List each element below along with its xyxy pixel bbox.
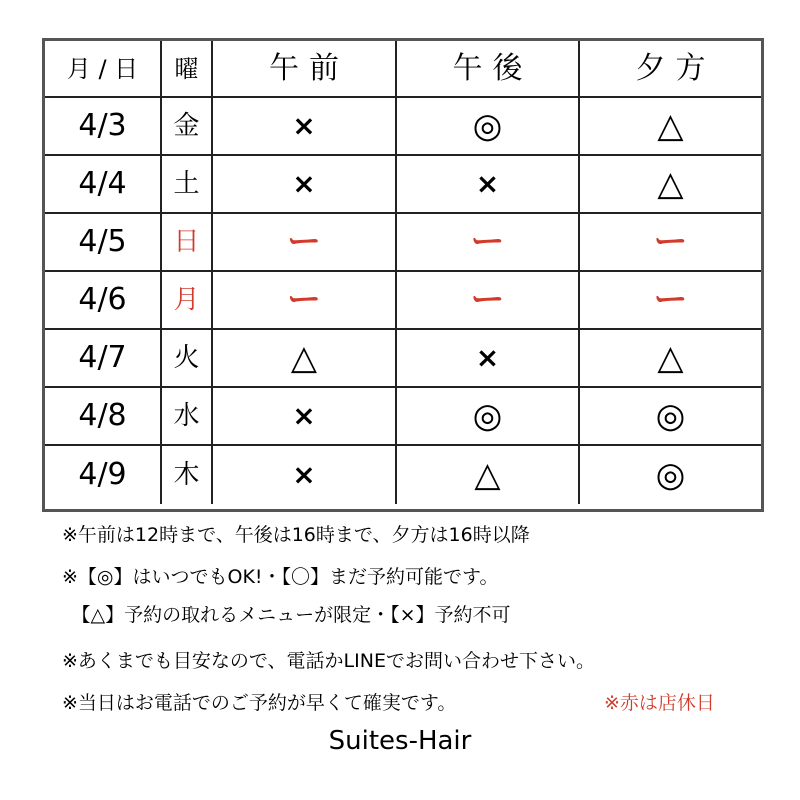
triangle-mark: △ bbox=[580, 98, 761, 156]
double-circle-mark: ◎ bbox=[655, 455, 686, 495]
dash-mark: ー bbox=[397, 214, 580, 272]
header-date: 月 / 日 bbox=[45, 41, 162, 98]
date-cell: 4/6 bbox=[45, 272, 162, 330]
triangle-mark: △ bbox=[397, 446, 580, 504]
schedule-table bbox=[42, 38, 764, 512]
header-weekday: 曜 bbox=[162, 41, 213, 98]
weekday-cell: 水 bbox=[162, 388, 213, 446]
note-contact: ※あくまでも目安なので、電話かLINEでお問い合わせ下さい。 bbox=[62, 650, 595, 672]
cross-mark: × bbox=[213, 388, 397, 446]
note-legend-2: 【△】予約の取れるメニューが限定・【×】予約不可 bbox=[62, 604, 511, 626]
triangle-mark: △ bbox=[580, 330, 761, 388]
dash-mark: ー bbox=[213, 214, 397, 272]
note-same-day: ※当日はお電話でのご予約が早くて確実です。 bbox=[62, 692, 457, 714]
triangle-mark: △ bbox=[213, 330, 397, 388]
double-circle-mark: ◎ bbox=[397, 98, 580, 156]
header-evening: 夕方 bbox=[580, 41, 761, 98]
note-hours: ※午前は12時まで、午後は16時まで、夕方は16時以降 bbox=[62, 524, 530, 546]
date-cell: 4/3 bbox=[45, 98, 162, 156]
cross-mark: × bbox=[397, 330, 580, 388]
cross-mark: × bbox=[213, 98, 397, 156]
closed-day-note: ※赤は店休日 bbox=[604, 692, 715, 714]
double-circle-mark: ◎ bbox=[397, 388, 580, 446]
weekday-cell: 日 bbox=[162, 214, 213, 272]
note-legend-1: ※【◎】はいつでもOK!・【〇】まだ予約可能です。 bbox=[62, 566, 499, 588]
cross-mark: × bbox=[213, 446, 397, 504]
dash-mark: ー bbox=[213, 272, 397, 330]
date-cell: 4/8 bbox=[45, 388, 162, 446]
header-morning: 午前 bbox=[213, 41, 397, 98]
date-cell: 4/4 bbox=[45, 156, 162, 214]
dash-mark: ー bbox=[580, 214, 761, 272]
cross-mark: × bbox=[397, 156, 580, 214]
weekday-cell: 金 bbox=[162, 98, 213, 156]
date-cell: 4/9 bbox=[45, 446, 162, 504]
weekday-cell: 月 bbox=[162, 272, 213, 330]
dash-mark: ー bbox=[580, 272, 761, 330]
date-cell: 4/5 bbox=[45, 214, 162, 272]
triangle-mark: △ bbox=[580, 156, 761, 214]
weekday-cell: 火 bbox=[162, 330, 213, 388]
weekday-cell: 土 bbox=[162, 156, 213, 214]
header-afternoon: 午後 bbox=[397, 41, 580, 98]
shop-name: Suites-Hair bbox=[328, 726, 472, 756]
date-cell: 4/7 bbox=[45, 330, 162, 388]
weekday-cell: 木 bbox=[162, 446, 213, 504]
cross-mark: × bbox=[213, 156, 397, 214]
dash-mark: ー bbox=[397, 272, 580, 330]
double-circle-mark: ◎ bbox=[580, 388, 761, 446]
